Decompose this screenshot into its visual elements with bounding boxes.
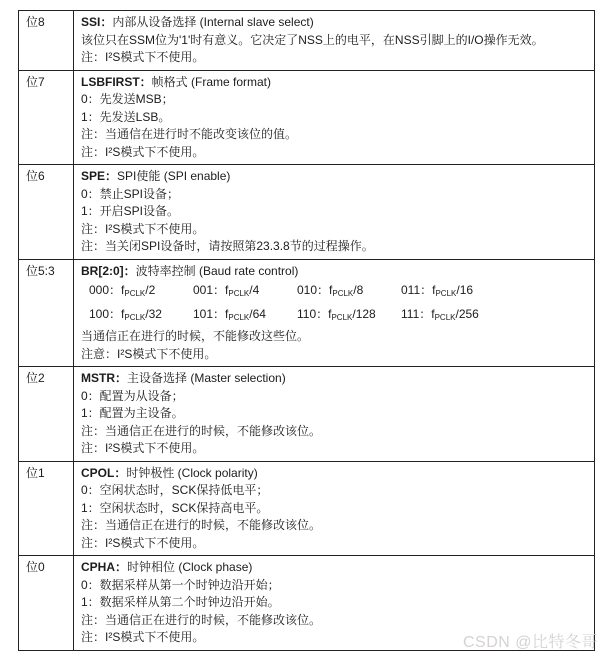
note-line: 注：I²S模式下不使用。 xyxy=(81,144,205,159)
bit-description xyxy=(74,165,594,259)
baud-option: 101：$f_{PCLK}/64$ xyxy=(193,307,266,322)
register-bit-table xyxy=(18,10,595,651)
note-line: 注：I²S模式下不使用。 xyxy=(81,221,205,236)
bit-label: 位2 xyxy=(19,367,74,461)
table-row xyxy=(19,11,594,70)
baud-option: 100：$f_{PCLK}/32$ xyxy=(89,307,162,322)
baud-option: 010：$f_{PCLK}/8$ xyxy=(297,283,364,298)
bit-description xyxy=(74,71,594,165)
bit-title-line: CPOL：时钟极性 (Clock polarity) xyxy=(81,465,258,480)
bit-title-line: MSTR：主设备选择 (Master selection) xyxy=(81,371,286,385)
baud-option: 011：$f_{PCLK}/16$ xyxy=(401,283,474,298)
description-line: 0：配置为从设备； xyxy=(81,388,184,403)
bit-description xyxy=(74,11,594,70)
baud-option: 111：$f_{PCLK}/256$ xyxy=(401,307,479,322)
bit-label: 位7 xyxy=(19,71,74,165)
note-line: 注：I²S模式下不使用。 xyxy=(81,441,205,455)
description-line: 0：禁止SPI设备； xyxy=(81,186,180,201)
description-line: 1：空闲状态时，SCK保持高电平。 xyxy=(81,500,269,515)
bit-label: 位6 xyxy=(19,165,74,259)
table-row xyxy=(19,461,594,556)
description-line: 0：先发送MSB； xyxy=(81,92,174,106)
note-line: 注意：I²S模式下不使用。 xyxy=(81,346,217,361)
description-line: 当通信正在进行的时候，不能修改这些位。 xyxy=(81,329,310,343)
bit-label: 位5:3 xyxy=(19,260,74,367)
baud-options-row xyxy=(81,280,586,304)
note-line: 注：当通信在进行时不能改变该位的值。 xyxy=(81,127,298,141)
note-line: 注：当通信正在进行的时候，不能修改该位。 xyxy=(81,612,322,627)
description-line: 0：空闲状态时，SCK保持低电平； xyxy=(81,483,269,497)
bit-description xyxy=(74,462,594,556)
table-row xyxy=(19,259,594,367)
note-line: 注：当通信正在进行的时候，不能修改该位。 xyxy=(81,518,322,532)
note-line: 注：当关闭SPI设备时，请按照第23.3.8节的过程操作。 xyxy=(81,239,374,253)
description-line: 该位只在SSM位为'1'时有意义。它决定了NSS上的电平，在NSS引脚上的I/O操作无效。 xyxy=(81,32,544,47)
note-line: 注：I²S模式下不使用。 xyxy=(81,535,205,550)
table-row xyxy=(19,70,594,165)
note-line: 注：I²S模式下不使用。 xyxy=(81,630,205,644)
note-line: 注：当通信正在进行的时候，不能修改该位。 xyxy=(81,423,322,438)
bit-description xyxy=(74,367,594,461)
bit-label: 位1 xyxy=(19,462,74,556)
baud-option: 000：$f_{PCLK}/2$ xyxy=(89,283,156,298)
bit-title-line: BR[2:0]：波特率控制 (Baud rate control) xyxy=(81,263,299,278)
baud-option: 110：$f_{PCLK}/128$ xyxy=(297,307,376,322)
description-line: 1：数据采样从第二个时钟边沿开始。 xyxy=(81,595,280,609)
baud-option: 001：$f_{PCLK}/4$ xyxy=(193,283,260,298)
bit-description xyxy=(74,260,594,367)
baud-options-row xyxy=(81,304,586,328)
table-row xyxy=(19,366,594,461)
description-line: 1：配置为主设备。 xyxy=(81,406,184,420)
note-line: 注：I²S模式下不使用。 xyxy=(81,50,205,64)
description-line: 1：开启SPI设备。 xyxy=(81,204,180,218)
bit-label: 位0 xyxy=(19,556,74,650)
watermark: CSDN @比特冬哥 xyxy=(462,634,598,651)
bit-title-line: LSBFIRST：帧格式 (Frame format) xyxy=(81,74,272,89)
bit-title-line: CPHA：时钟相位 (Clock phase) xyxy=(81,560,253,574)
table-row xyxy=(19,164,594,259)
description-line: 1：先发送LSB。 xyxy=(81,109,171,124)
bit-title-line: SPE：SPI使能 (SPI enable) xyxy=(81,169,231,183)
description-line: 0：数据采样从第一个时钟边沿开始； xyxy=(81,577,280,592)
bit-label: 位8 xyxy=(19,11,74,70)
bit-title-line: SSI：内部从设备选择 (Internal slave select) xyxy=(81,15,314,29)
